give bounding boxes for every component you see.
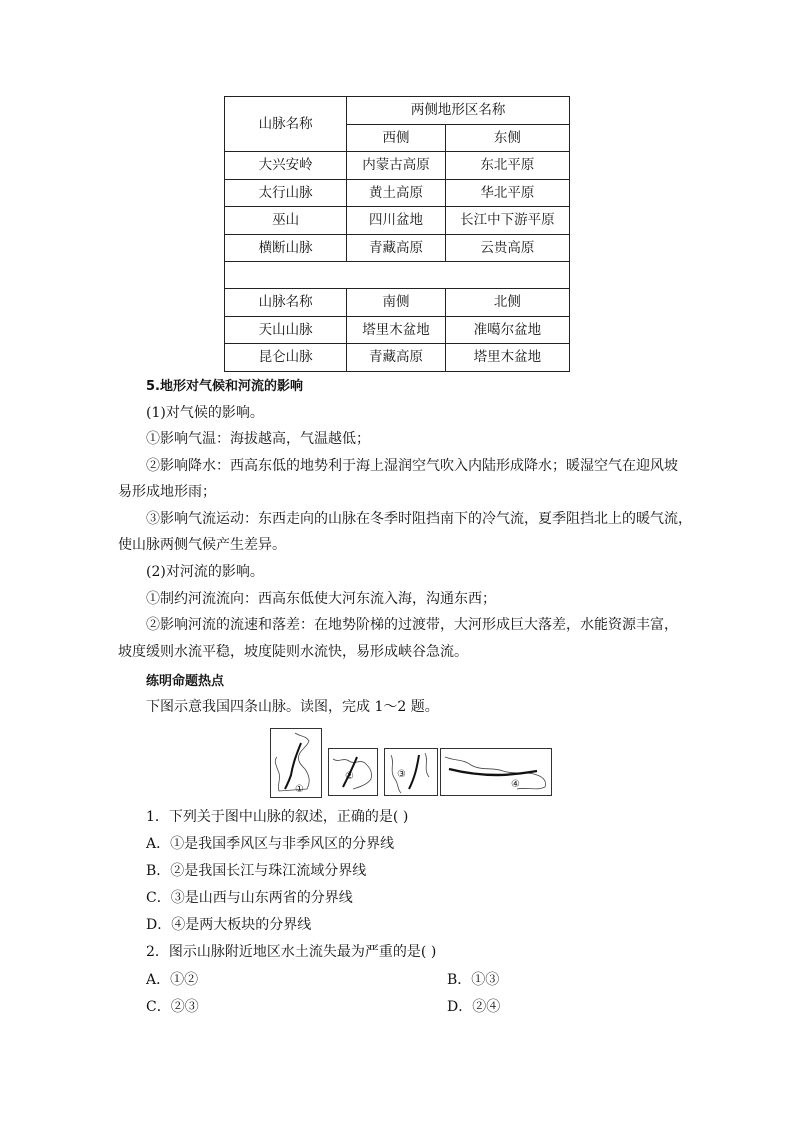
climate-title: (1)对气候的影响。: [146, 405, 264, 421]
q2-option-c: C．②③: [146, 999, 199, 1015]
map-label-2: ②: [345, 771, 354, 782]
q1-option-d: D．④是两大板块的分界线: [146, 917, 312, 933]
header-west: 西侧: [347, 124, 445, 152]
climate-point-3a: ③影响气流运动：东西走向的山脉在冬季时阻挡南下的冷气流，夏季阻挡北上的暖气流，: [146, 511, 692, 527]
q2-option-d: D．②④: [447, 999, 501, 1015]
q2-option-b: B．①③: [447, 972, 500, 988]
river-point-1: ①制约河流流向：西高东低使大河东流入海，沟通东西；: [146, 591, 496, 607]
header-mountain-name: 山脉名称: [225, 97, 347, 152]
map-label-3: ③: [397, 769, 406, 780]
practice-intro: 下图示意我国四条山脉。读图，完成 1～2 题。: [146, 699, 439, 715]
river-point-2a: ②影响河流的流速和落差：在地势阶梯的过渡带，大河形成巨大落差，水能资源丰富，: [146, 617, 678, 633]
mountain-maps-figure: [270, 728, 560, 800]
q1-option-b: B．②是我国长江与珠江流域分界线: [146, 863, 367, 879]
header-east: 东侧: [445, 124, 569, 152]
table-row: 太行山脉 黄土高原 华北平原: [225, 179, 570, 207]
table-separator-row: [225, 262, 570, 289]
table-row: 昆仑山脉 青藏高原 塔里木盆地: [225, 344, 570, 372]
table-row: 大兴安岭 内蒙古高原 东北平原: [225, 152, 570, 180]
table-row: 巫山 四川盆地 长江中下游平原: [225, 207, 570, 235]
map-2: [328, 748, 378, 796]
map-label-1: ①: [295, 784, 304, 795]
header2-mountain-name: 山脉名称: [225, 289, 347, 317]
table-row: 天山山脉 塔里木盆地 准噶尔盆地: [225, 316, 570, 344]
practice-title: 练明命题热点: [146, 674, 225, 689]
map-1: [270, 728, 322, 798]
header-north: 北侧: [445, 289, 569, 317]
q2-option-a: A．①②: [146, 972, 199, 988]
climate-point-1: ①影响气温：海拔越高，气温越低；: [146, 431, 370, 447]
river-point-2b: 坡度缓则水流平稳，坡度陡则水流快，易形成峡谷急流。: [118, 644, 468, 660]
table-row: 横断山脉 青藏高原 云贵高原: [225, 234, 570, 262]
map-4: [440, 748, 552, 796]
q1-option-c: C．③是山西与山东两省的分界线: [146, 890, 353, 906]
header-south: 南侧: [347, 289, 445, 317]
river-title: (2)对河流的影响。: [146, 564, 264, 580]
question-1: 1．下列关于图中山脉的叙述，正确的是( ): [146, 809, 409, 825]
q1-option-a: A．①是我国季风区与非季风区的分界线: [146, 836, 395, 852]
climate-point-2b: 易形成地形雨；: [118, 484, 216, 500]
question-2: 2．图示山脉附近地区水土流失最为严重的是( ): [146, 944, 437, 960]
header-both-sides: 两侧地形区名称: [347, 97, 570, 125]
map-3: [384, 748, 438, 796]
map-label-4: ④: [511, 779, 520, 790]
climate-point-3b: 使山脉两侧气候产生差异。: [118, 537, 286, 553]
mountain-terrain-table: [224, 96, 570, 372]
section5-title: 5.地形对气候和河流的影响: [146, 379, 303, 394]
climate-point-2a: ②影响降水：西高东低的地势利于海上湿润空气吹入内陆形成降水；暖湿空气在迎风坡: [146, 458, 678, 474]
